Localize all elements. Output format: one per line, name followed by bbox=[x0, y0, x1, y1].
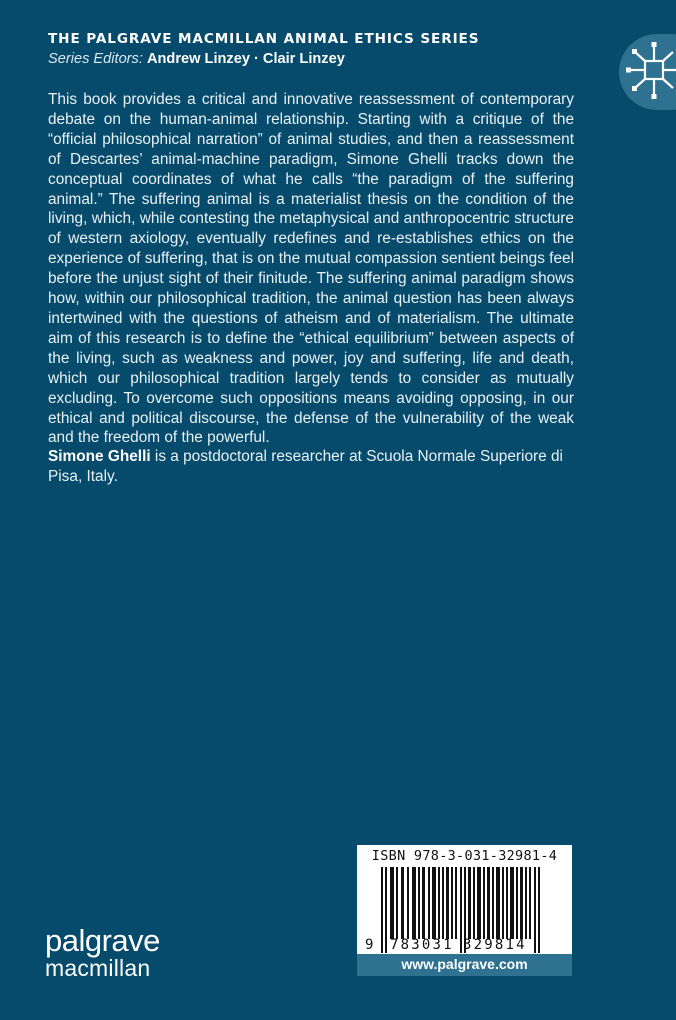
author-name: Simone Ghelli bbox=[48, 448, 151, 465]
logo-line-macmillan: macmillan bbox=[45, 955, 151, 981]
series-header bbox=[48, 30, 479, 69]
author-bio bbox=[48, 447, 574, 487]
publisher-website: www.palgrave.com bbox=[357, 954, 572, 976]
barcode-digits-right: 329814 bbox=[463, 937, 527, 953]
series-badge bbox=[619, 34, 676, 110]
book-description: This book provides a critical and innovative reassessment of contemporary debate on the human-animal relationship. Starting with a critique of the “official philosophical narration” of animal studies, and then a reassessment of Descartes’ animal-machine paradigm, Simone Ghelli tracks down the conceptual coordinates of what he calls “the paradigm of the suffering animal.” The suffering animal is a materialist thesis on the condition of the living, which, while contesting the metaphysical and anthropocentric structure of western axiology, eventually redefines and re-establishes ethics on the experience of suffering, that is on the mutual compassion sentient beings feel before the unjust sight of their finitude. The suffering animal paradigm shows how, within our philosophical tradition, the animal question has been always intertwined with the questions of atheism and of materialism. The ultimate aim of this research is to define the “ethical equilibrium” between aspects of the living, such as weakness and power, joy and suffering, life and death, which our philosophical tradition largely tends to consider as mutually excluding. To overcome such oppositions means avoiding opposing, in our ethical and political discourse, the defense of the vulnerability of the weak and the freedom of the powerful. bbox=[48, 91, 574, 447]
series-editors-label: Series Editors: bbox=[48, 51, 143, 67]
barcode-digits-left: 783031 bbox=[390, 937, 454, 953]
series-title: THE PALGRAVE MACMILLAN ANIMAL ETHICS SERIES bbox=[48, 31, 480, 47]
logo-line-palgrave: palgrave bbox=[45, 923, 160, 958]
series-editors-names: Andrew Linzey · Clair Linzey bbox=[146, 51, 345, 67]
isbn-barcode-box bbox=[357, 845, 572, 976]
series-editors bbox=[48, 49, 479, 69]
circuit-chip-icon bbox=[625, 40, 676, 102]
isbn-label: ISBN 978-3-031-32981-4 bbox=[371, 848, 558, 864]
barcode-digit-first: 9 bbox=[365, 937, 376, 953]
publisher-logo bbox=[45, 923, 160, 981]
author-bio-text: is a postdoctoral researcher at Scuola Normale Superiore di Pisa, Italy. bbox=[48, 448, 563, 485]
